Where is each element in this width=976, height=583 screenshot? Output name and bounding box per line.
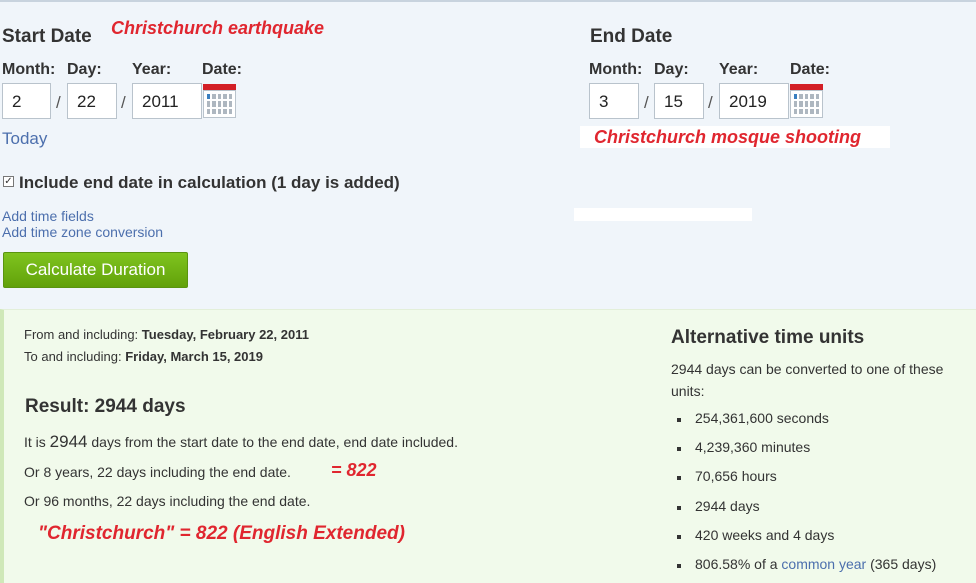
include-end-date-checkbox[interactable]: ✓ — [4, 176, 13, 187]
start-day-input[interactable]: 22 — [67, 83, 117, 119]
end-separator-2: / — [708, 93, 713, 112]
to-line — [24, 349, 263, 364]
end-month-input[interactable]: 3 — [589, 83, 639, 119]
from-prefix: From and including: — [24, 327, 139, 342]
start-day-label: Day: — [67, 61, 102, 78]
end-calendar-icon[interactable] — [788, 84, 824, 120]
alt-unit-item: 254,361,600 seconds — [695, 410, 829, 426]
start-date-title: Start Date — [2, 26, 92, 47]
start-date-label: Date: — [202, 61, 243, 78]
end-date-label: Date: — [790, 61, 831, 78]
to-date: Friday, March 15, 2019 — [125, 349, 263, 364]
start-year-input[interactable]: 2011 — [132, 83, 202, 119]
start-month-label: Month: — [2, 61, 56, 78]
years-annotation: = 822 — [331, 460, 377, 480]
common-year-link[interactable]: common year — [781, 556, 867, 572]
end-day-input[interactable]: 15 — [654, 83, 704, 119]
alt-unit-item: 420 weeks and 4 days — [695, 527, 835, 543]
end-date-title: End Date — [590, 26, 673, 47]
result-panel — [0, 309, 976, 583]
alt-unit-item: 70,656 hours — [695, 468, 777, 484]
result-months-line: Or 96 months, 22 days including the end date. — [24, 493, 311, 509]
from-date: Tuesday, February 22, 2011 — [141, 327, 309, 342]
bullet — [677, 535, 681, 539]
common-year-prefix: 806.58% of a — [695, 556, 778, 572]
days-line-suffix: days from the start date to the end date, end date included. — [91, 434, 458, 450]
end-separator-1: / — [644, 93, 649, 112]
bullet — [677, 447, 681, 451]
bullet — [677, 418, 681, 422]
from-line — [24, 327, 309, 342]
start-month-input[interactable]: 2 — [2, 83, 51, 119]
alt-unit-item: 2944 days — [695, 498, 760, 514]
redaction-mark — [574, 208, 752, 221]
add-time-fields-link[interactable]: Add time fields — [2, 208, 94, 224]
days-line-number: 2944 — [49, 432, 88, 451]
start-year-label: Year: — [132, 61, 172, 78]
start-calendar-icon[interactable] — [201, 84, 237, 120]
end-month-label: Month: — [589, 61, 643, 78]
end-year-input[interactable]: 2019 — [719, 83, 789, 119]
end-day-label: Day: — [654, 61, 689, 78]
end-date-annotation: Christchurch mosque shooting — [594, 127, 862, 147]
result-years-line: Or 8 years, 22 days including the end date. — [24, 464, 291, 480]
result-days-line — [24, 432, 458, 452]
alt-units-intro: 2944 days can be converted to one of these units: — [671, 361, 944, 399]
today-link[interactable]: Today — [2, 129, 48, 148]
days-line-prefix: It is — [24, 434, 46, 450]
gematria-annotation: "Christchurch" = 822 (English Extended) — [38, 523, 405, 544]
to-prefix: To and including: — [24, 349, 122, 364]
calculate-duration-button[interactable]: Calculate Duration — [3, 252, 188, 288]
start-separator-2: / — [121, 93, 126, 112]
include-end-date-label: Include end date in calculation (1 day is added) — [19, 173, 400, 192]
start-date-annotation: Christchurch earthquake — [111, 18, 325, 38]
alt-unit-item-common-year — [695, 556, 936, 572]
bullet — [677, 476, 681, 480]
end-year-label: Year: — [719, 61, 759, 78]
start-separator-1: / — [56, 93, 61, 112]
bullet — [677, 506, 681, 510]
alt-unit-item: 4,239,360 minutes — [695, 439, 811, 455]
common-year-suffix: (365 days) — [870, 556, 937, 572]
alt-units-title: Alternative time units — [671, 327, 865, 348]
result-title: Result: 2944 days — [25, 396, 186, 417]
add-time-zone-link[interactable]: Add time zone conversion — [2, 224, 164, 240]
bullet — [677, 564, 681, 568]
